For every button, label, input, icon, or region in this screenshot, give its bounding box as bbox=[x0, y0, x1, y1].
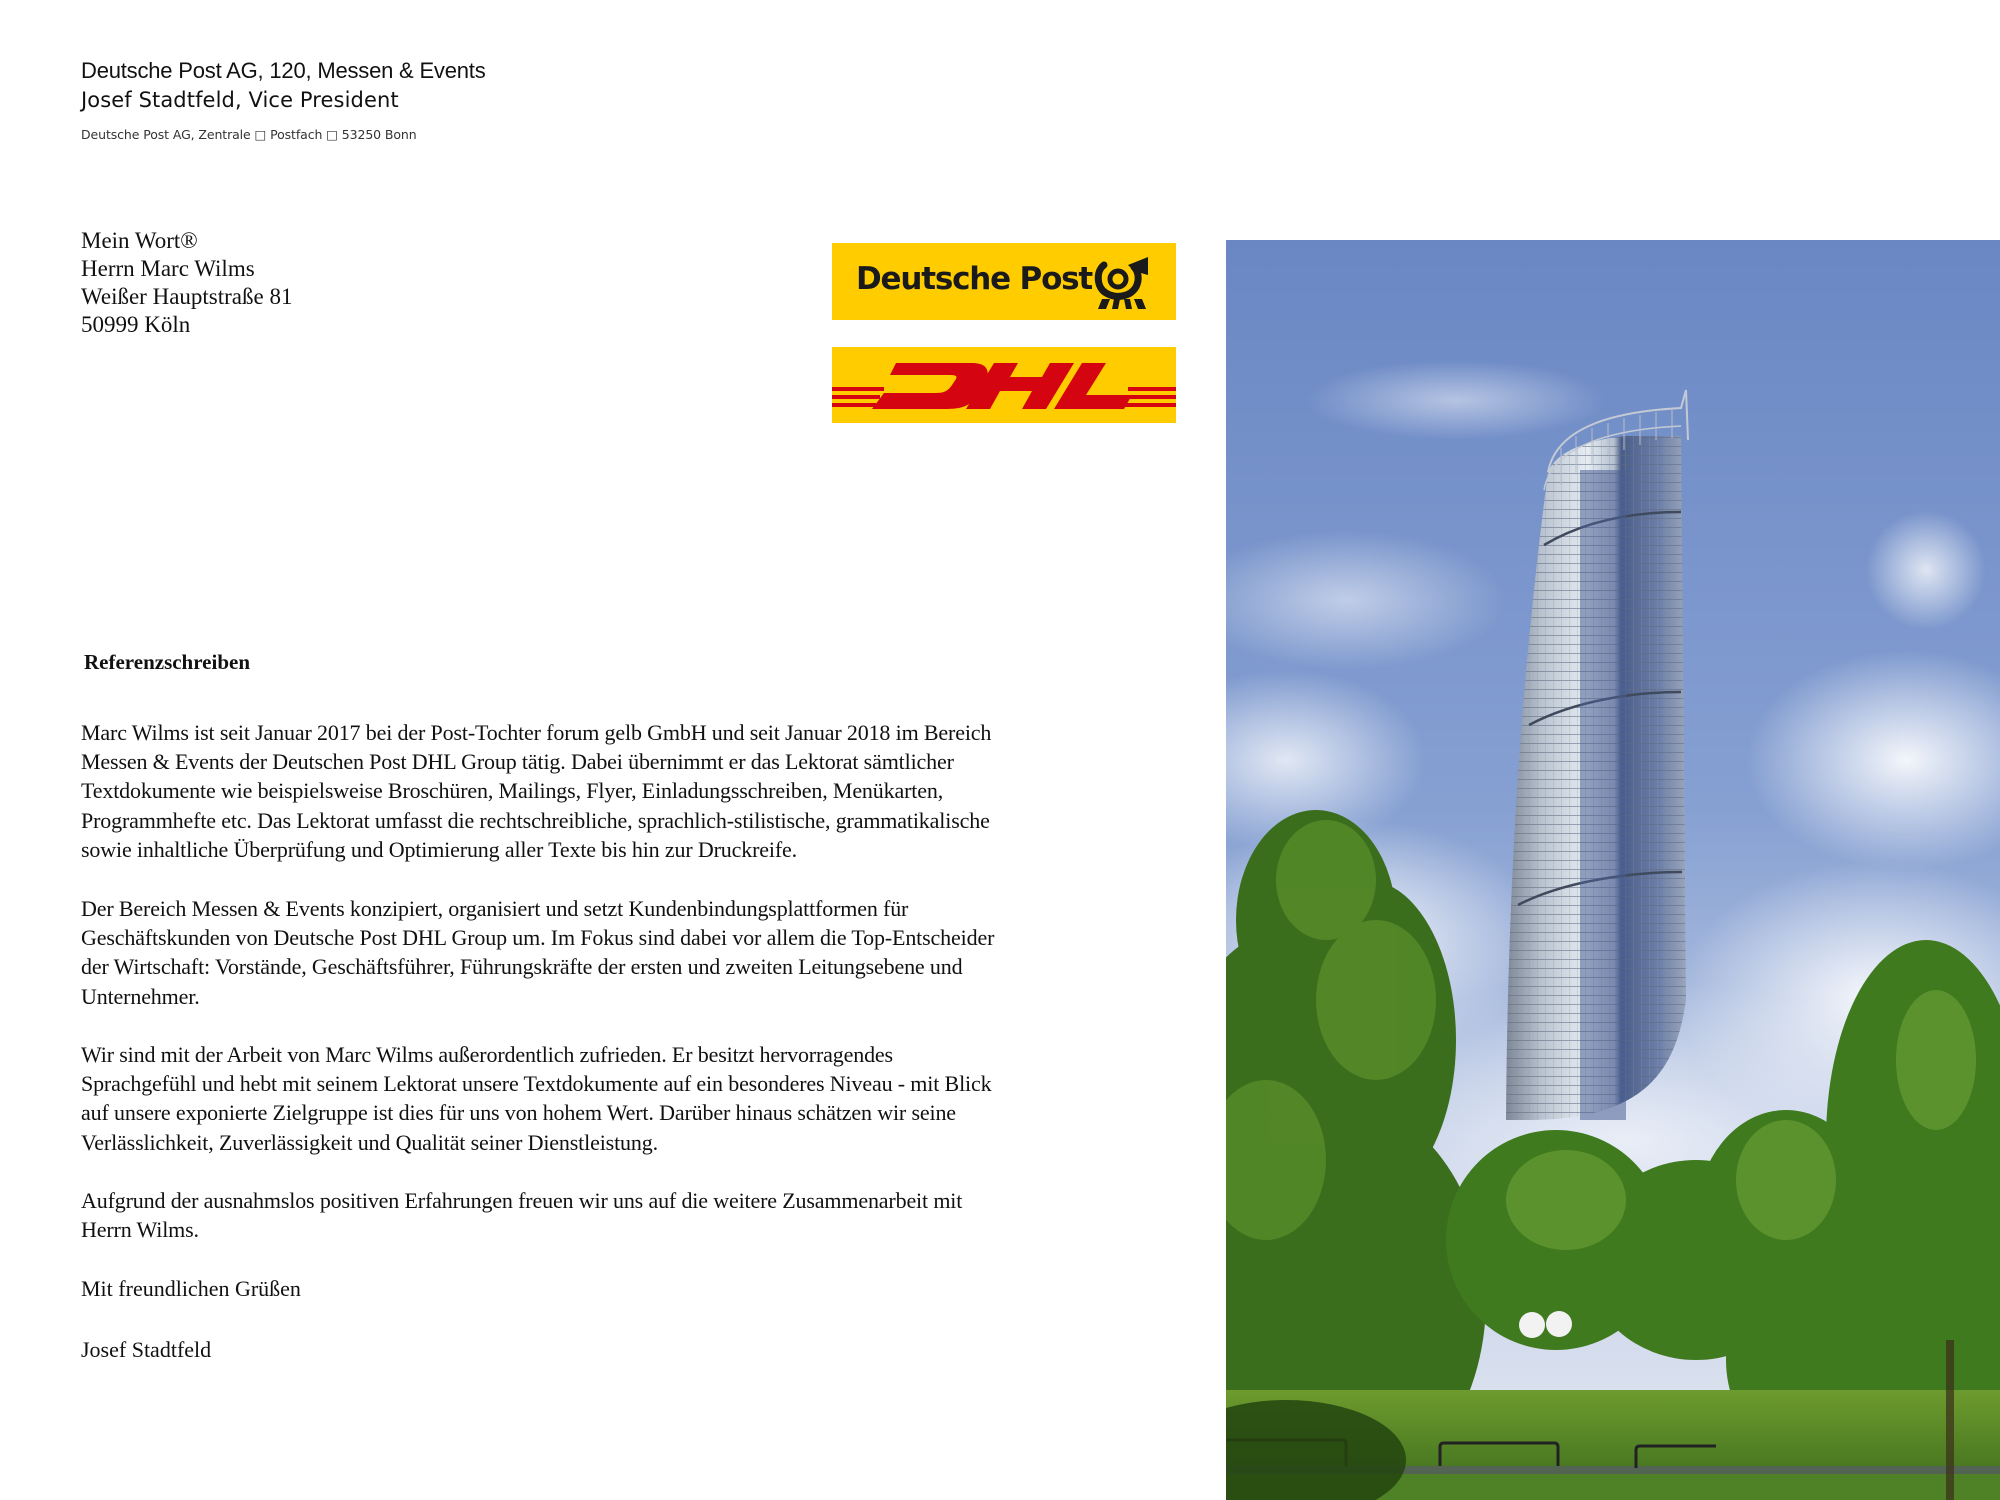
paragraph-1 bbox=[81, 718, 991, 864]
paragraph-3 bbox=[81, 1040, 991, 1157]
deutsche-post-logo-text: Deutsche Post bbox=[856, 261, 1093, 297]
sender-department: Deutsche Post AG, 120, Messen & Events bbox=[81, 58, 486, 83]
recipient-address bbox=[81, 227, 292, 339]
paragraph-line: Sprachgefühl und hebt mit seinem Lektorat unsere Textdokumente auf ein besonderes Niveau - mit Blick bbox=[81, 1071, 992, 1097]
paragraph-line: sowie inhaltliche Überprüfung und Optimierung aller Texte bis hin zur Druckreife. bbox=[81, 836, 797, 862]
paragraph-line: Der Bereich Messen & Events konzipiert, organisiert und setzt Kundenbindungsplattformen für bbox=[81, 896, 909, 921]
post-horn-icon bbox=[1090, 255, 1154, 311]
letter-heading: Referenzschreiben bbox=[84, 650, 251, 674]
post-tower-photo bbox=[1226, 240, 2000, 1500]
paragraph-line: Aufgrund der ausnahmslos positiven Erfahrungen freuen wir uns auf die weitere Zusammenarbeit mit bbox=[81, 1188, 963, 1213]
paragraph-2 bbox=[81, 894, 994, 1011]
recipient-line-name: Herrn Marc Wilms bbox=[81, 256, 255, 281]
paragraph-line: Verlässlichkeit, Zuverlässigkeit und Qualität seiner Dienstleistung. bbox=[81, 1129, 658, 1155]
sender-name-title: Josef Stadtfeld, Vice President bbox=[81, 88, 399, 112]
paragraph-line: Messen & Events der Deutschen Post DHL Group tätig. Dabei übernimmt er das Lektorat sämtlicher bbox=[81, 749, 954, 775]
closing-greeting: Mit freundlichen Grüßen bbox=[81, 1276, 301, 1301]
dhl-logo bbox=[832, 347, 1176, 423]
signature-name: Josef Stadtfeld bbox=[81, 1337, 212, 1362]
paragraph-line: Unternehmer. bbox=[81, 983, 200, 1009]
paragraph-4 bbox=[81, 1186, 962, 1244]
paragraph-line: Herrn Wilms. bbox=[81, 1217, 199, 1243]
dhl-wordmark-icon bbox=[832, 347, 1176, 423]
recipient-line-company: Mein Wort® bbox=[81, 228, 198, 253]
post-tower-image bbox=[1226, 240, 2000, 1500]
return-address: Deutsche Post AG, Zentrale □ Postfach □ 53250 Bonn bbox=[81, 127, 417, 142]
paragraph-line: Geschäftskunden von Deutsche Post DHL Group um. Im Fokus sind dabei vor allem die Top-Entscheider bbox=[81, 925, 995, 951]
recipient-line-city: 50999 Köln bbox=[81, 312, 191, 337]
paragraph-line: Textdokumente wie beispielsweise Broschüren, Mailings, Flyer, Einladungsschreiben, Menükarten, bbox=[81, 778, 944, 804]
paragraph-line: Programmhefte etc. Das Lektorat umfasst die rechtschreibliche, sprachlich-stilistische, grammatikalische bbox=[81, 807, 990, 833]
recipient-line-street: Weißer Hauptstraße 81 bbox=[81, 284, 293, 309]
deutsche-post-logo bbox=[832, 243, 1176, 320]
paragraph-line: der Wirtschaft: Vorstände, Geschäftsführer, Führungskräfte der ersten und zweiten Leitungsebene und bbox=[81, 954, 963, 980]
paragraph-line: Wir sind mit der Arbeit von Marc Wilms außerordentlich zufrieden. Er besitzt hervorragendes bbox=[81, 1042, 893, 1067]
paragraph-line: auf unsere exponierte Zielgruppe ist dies für uns von hohem Wert. Darüber hinaus schätzen wir seine bbox=[81, 1100, 956, 1126]
paragraph-line: Marc Wilms ist seit Januar 2017 bei der Post-Tochter forum gelb GmbH und seit Januar 2018 im Bereich bbox=[81, 720, 992, 745]
